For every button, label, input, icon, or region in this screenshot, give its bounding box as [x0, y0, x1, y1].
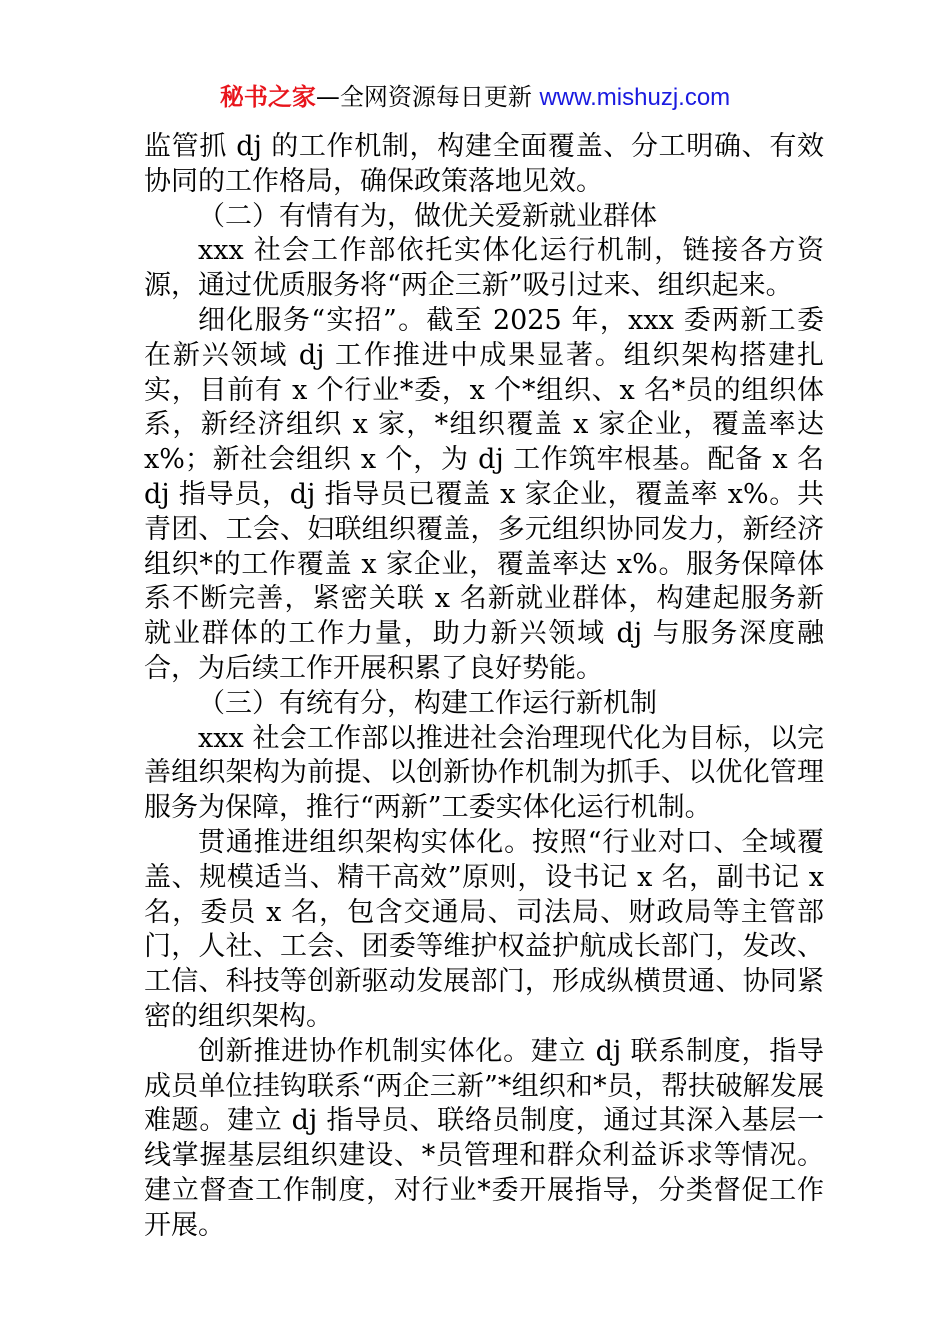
site-header: [0, 80, 950, 115]
paragraph: 创新推进协作机制实体化。建立 dj 联系制度，指导成员单位挂钩联系“两企三新”*组织和*员，帮扶破解发展难题。建立 dj 指导员、联络员制度，通过其深入基层一线掌握基层组织建设、*员管理和群众利益诉求等情况。建立督查工作制度，对行业*委开展指导，分类督促工作开展。: [144, 1035, 824, 1241]
site-url-link[interactable]: www.mishuzj.com: [539, 84, 731, 111]
section-heading-2: （二）有情有为，做优关爱新就业群体: [198, 200, 657, 232]
paragraph: 细化服务“实招”。截至 2025 年，xxx 委两新工委在新兴领域 dj 工作推进中成果显著。组织架构搭建扎实，目前有 x 个行业*委，x 个*组织、x 名*员的组织体系，新经济组织 x 家，*组织覆盖 x 家企业，覆盖率达 x%；新社会组织 x 个，为 dj 工作筑牢根基。配备 x 名 dj 指导员，dj 指导员已覆盖 x 家企业，覆盖率 x%。共青团、工会、妇联组织覆盖，多元组织协同发力，新经济组织*的工作覆盖 x 家企业，覆盖率达 x%。服务保障体系不断完善，紧密关联 x 名新就业群体，构建起服务新就业群体的工作力量，助力新兴领域 dj 与服务深度融合，为后续工作开展积累了良好势能。: [144, 304, 824, 684]
section-heading-3: （三）有统有分，构建工作运行新机制: [198, 687, 657, 719]
paragraph: xxx 社会工作部依托实体化运行机制，链接各方资源，通过优质服务将“两企三新”吸引过来、组织起来。: [144, 235, 824, 302]
document-body: [144, 130, 824, 1244]
paragraph-continuation: 监管抓 dj 的工作机制，构建全面覆盖、分工明确、有效协同的工作格局，确保政策落地见效。: [144, 131, 824, 197]
site-brand: 秘书之家: [219, 83, 316, 111]
paragraph: xxx 社会工作部以推进社会治理现代化为目标，以完善组织架构为前提、以创新协作机制为抓手、以优化管理服务为保障，推行“两新”工委实体化运行机制。: [144, 722, 824, 824]
site-tagline: —全网资源每日更新: [315, 83, 540, 111]
paragraph: 贯通推进组织架构实体化。按照“行业对口、全域覆盖、规模适当、精干高效”原则，设书记 x 名，副书记 x 名，委员 x 名，包含交通局、司法局、财政局等主管部门，人社、工会、团委等维护权益护航成长部门，发改、工信、科技等创新驱动发展部门，形成纵横贯通、协同紧密的组织架构。: [144, 826, 824, 1032]
